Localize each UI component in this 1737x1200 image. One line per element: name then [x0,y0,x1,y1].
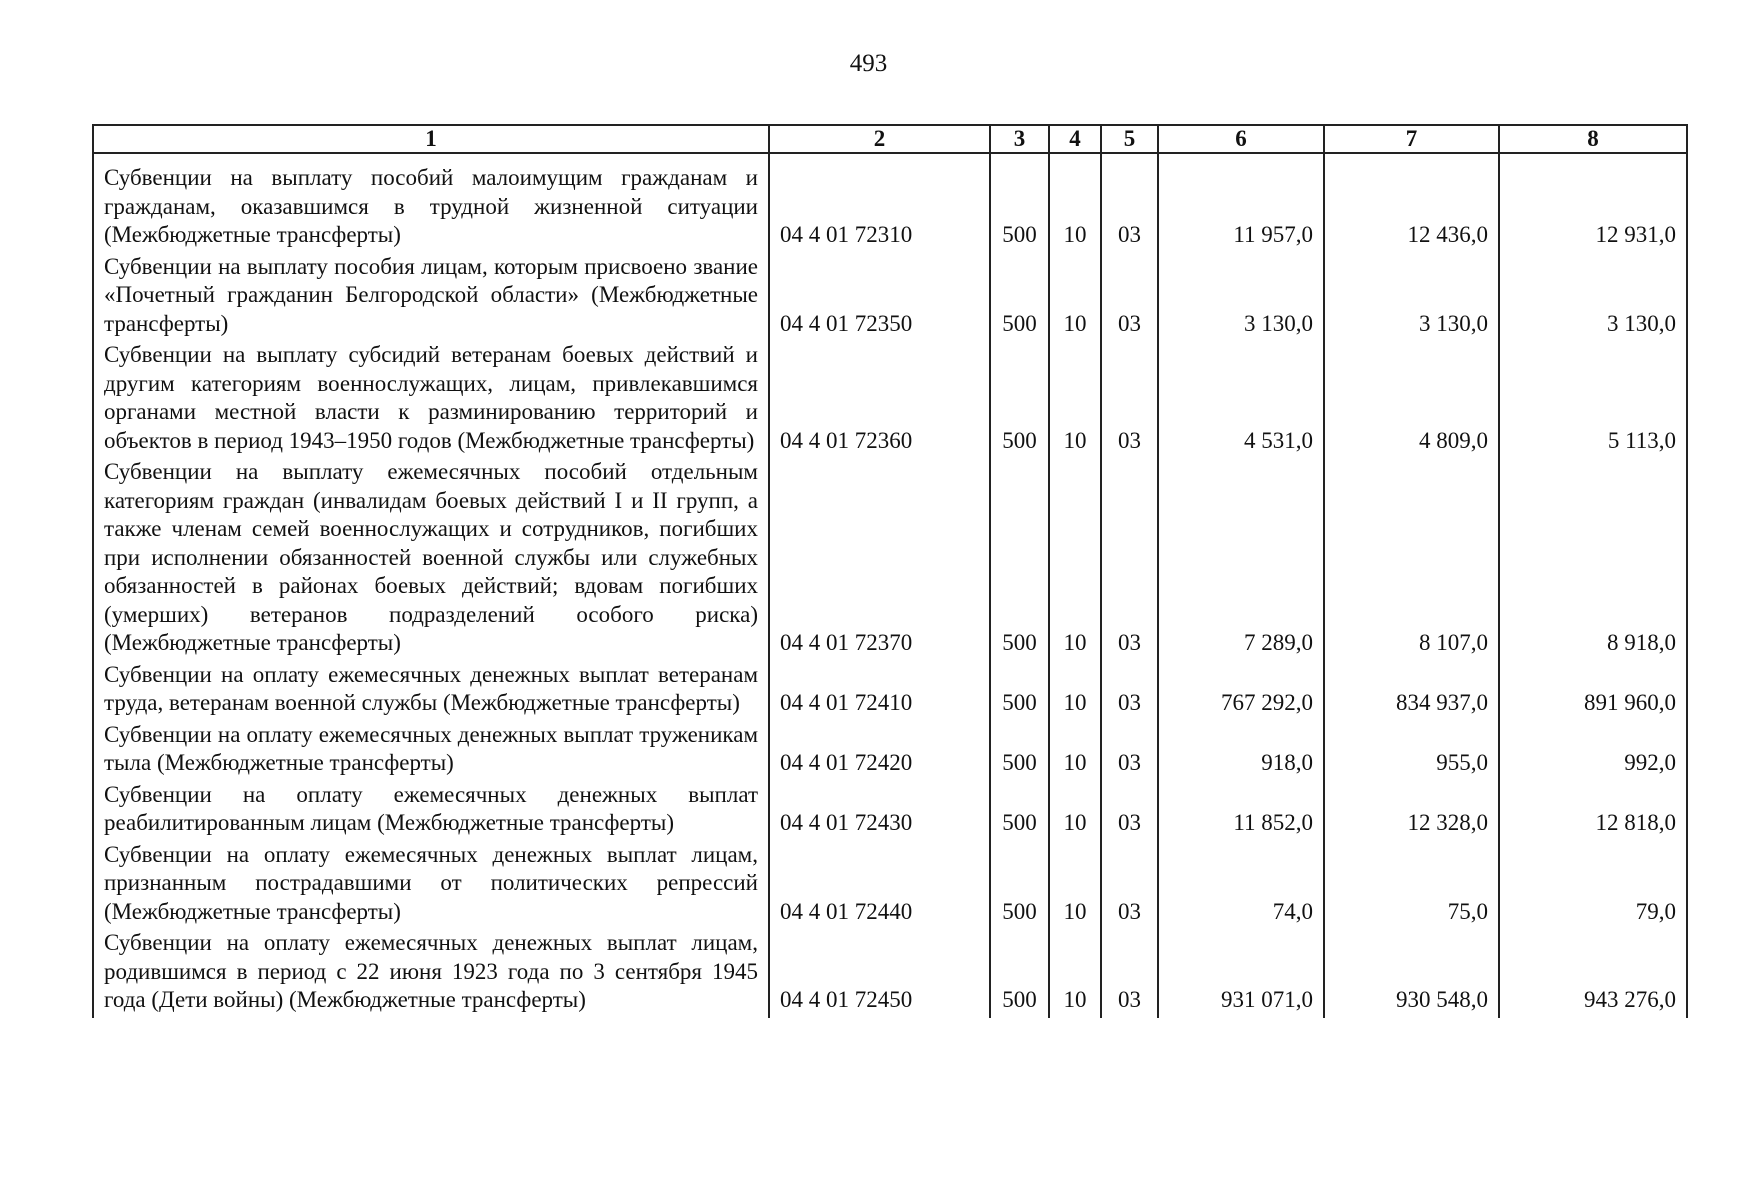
amount-col7: 955,0 [1324,721,1499,781]
row-description: Субвенции на оплату ежемесячных денежных выплат лицам, родившимся в период с 22 июня 1923 года по 3 сентября 1945 года (Дети войны) (Межбюджетные трансферты) [93,929,769,1018]
row-description: Субвенции на выплату ежемесячных пособий отдельным категориям граждан (инвалидам боевых действий I и II групп, а также членам семей военнослужащих и сотрудников, погибших при исполнении обязанностей военной службы или служебных обязанностей в районах боевых действий; вдовам погибших (умерших) ветеранов подразделений особого риска) (Межбюджетные трансферты) [93,458,769,661]
target-article-code: 04 4 01 72420 [769,721,990,781]
target-article-code: 04 4 01 72440 [769,841,990,930]
amount-col8: 12 931,0 [1499,153,1687,253]
expense-type-code: 500 [990,721,1049,781]
amount-col7: 8 107,0 [1324,458,1499,661]
table-row [93,458,1687,661]
subsection-code: 03 [1101,341,1158,458]
amount-col6: 767 292,0 [1158,661,1324,721]
target-article-code: 04 4 01 72430 [769,781,990,841]
table-row [93,661,1687,721]
target-article-code: 04 4 01 72410 [769,661,990,721]
amount-col7: 4 809,0 [1324,341,1499,458]
row-description: Субвенции на оплату ежемесячных денежных выплат труженикам тыла (Межбюджетные трансферты) [93,721,769,781]
section-code: 10 [1049,458,1101,661]
table-row [93,781,1687,841]
page-number: 493 [849,50,888,77]
row-description: Субвенции на оплату ежемесячных денежных выплат реабилитированным лицам (Межбюджетные трансферты) [93,781,769,841]
expense-type-code: 500 [990,458,1049,661]
row-description: Субвенции на оплату ежемесячных денежных выплат ветеранам труда, ветеранам военной службы (Межбюджетные трансферты) [93,661,769,721]
amount-col6: 11 957,0 [1158,153,1324,253]
expense-type-code: 500 [990,153,1049,253]
column-header: 8 [1499,125,1687,153]
subsection-code: 03 [1101,253,1158,342]
row-description: Субвенции на оплату ежемесячных денежных выплат лицам, признанным пострадавшими от политических репрессий (Межбюджетные трансферты) [93,841,769,930]
table-row [93,253,1687,342]
section-code: 10 [1049,781,1101,841]
table-row [93,929,1687,1018]
column-header: 5 [1101,125,1158,153]
target-article-code: 04 4 01 72350 [769,253,990,342]
table-row [93,153,1687,253]
column-header: 6 [1158,125,1324,153]
column-header: 4 [1049,125,1101,153]
subsection-code: 03 [1101,781,1158,841]
amount-col7: 834 937,0 [1324,661,1499,721]
amount-col8: 3 130,0 [1499,253,1687,342]
amount-col6: 918,0 [1158,721,1324,781]
amount-col6: 3 130,0 [1158,253,1324,342]
amount-col7: 930 548,0 [1324,929,1499,1018]
amount-col7: 75,0 [1324,841,1499,930]
column-header: 1 [93,125,769,153]
column-header: 3 [990,125,1049,153]
subsection-code: 03 [1101,929,1158,1018]
amount-col8: 5 113,0 [1499,341,1687,458]
target-article-code: 04 4 01 72450 [769,929,990,1018]
amount-col8: 891 960,0 [1499,661,1687,721]
target-article-code: 04 4 01 72360 [769,341,990,458]
amount-col8: 8 918,0 [1499,458,1687,661]
target-article-code: 04 4 01 72370 [769,458,990,661]
section-code: 10 [1049,721,1101,781]
expense-type-code: 500 [990,253,1049,342]
amount-col8: 12 818,0 [1499,781,1687,841]
target-article-code: 04 4 01 72310 [769,153,990,253]
column-header: 7 [1324,125,1499,153]
row-description: Субвенции на выплату пособий малоимущим гражданам и гражданам, оказавшимся в трудной жизненной ситуации (Межбюджетные трансферты) [93,153,769,253]
amount-col6: 4 531,0 [1158,341,1324,458]
row-description: Субвенции на выплату пособия лицам, которым присвоено звание «Почетный гражданин Белгородской области» (Межбюджетные трансферты) [93,253,769,342]
table-row [93,341,1687,458]
amount-col6: 74,0 [1158,841,1324,930]
subsection-code: 03 [1101,721,1158,781]
expense-type-code: 500 [990,841,1049,930]
expense-type-code: 500 [990,661,1049,721]
amount-col8: 943 276,0 [1499,929,1687,1018]
table-row [93,721,1687,781]
section-code: 10 [1049,661,1101,721]
section-code: 10 [1049,841,1101,930]
budget-table [92,124,1688,1018]
amount-col6: 7 289,0 [1158,458,1324,661]
subsection-code: 03 [1101,153,1158,253]
expense-type-code: 500 [990,929,1049,1018]
section-code: 10 [1049,929,1101,1018]
amount-col7: 3 130,0 [1324,253,1499,342]
expense-type-code: 500 [990,781,1049,841]
section-code: 10 [1049,253,1101,342]
row-description: Субвенции на выплату субсидий ветеранам боевых действий и другим категориям военнослужащих, лицам, привлекавшимся органами местной власти к разминированию территорий и объектов в период 1943–1950 годов (Межбюджетные трансферты) [93,341,769,458]
subsection-code: 03 [1101,458,1158,661]
amount-col6: 931 071,0 [1158,929,1324,1018]
header-row [93,125,1687,153]
column-header: 2 [769,125,990,153]
amount-col7: 12 328,0 [1324,781,1499,841]
section-code: 10 [1049,341,1101,458]
amount-col6: 11 852,0 [1158,781,1324,841]
subsection-code: 03 [1101,661,1158,721]
amount-col8: 79,0 [1499,841,1687,930]
expense-type-code: 500 [990,341,1049,458]
amount-col8: 992,0 [1499,721,1687,781]
amount-col7: 12 436,0 [1324,153,1499,253]
table-row [93,841,1687,930]
subsection-code: 03 [1101,841,1158,930]
section-code: 10 [1049,153,1101,253]
